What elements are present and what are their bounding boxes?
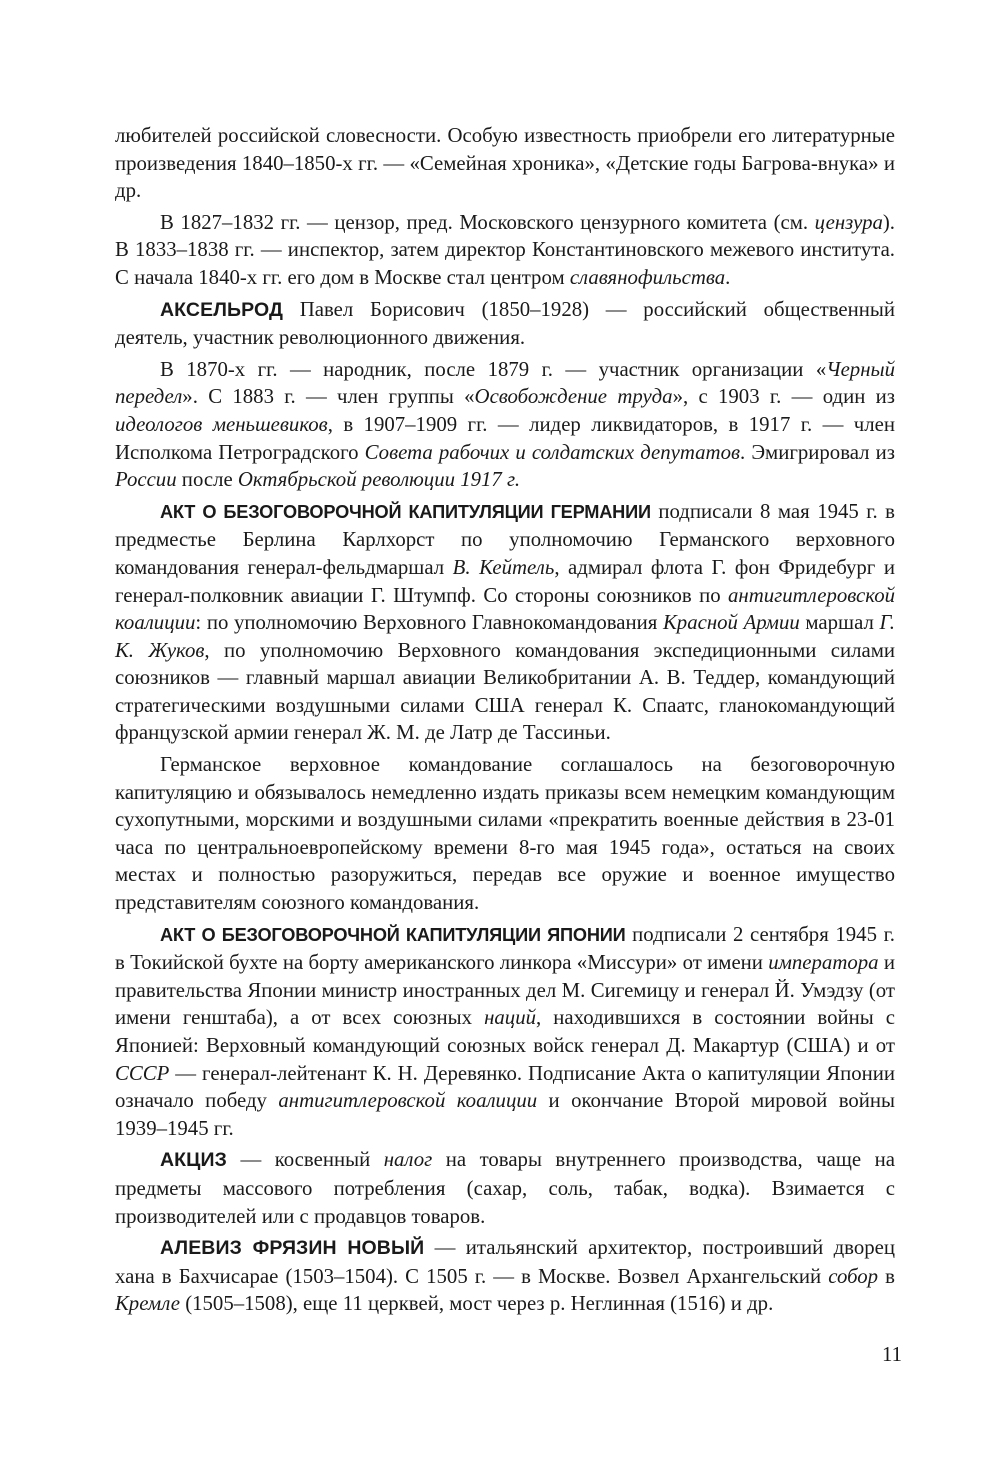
entry-text: (1505–1508), еще 11 церквей, мост через р. Неглинная (1516) и др. xyxy=(180,1292,774,1316)
cross-reference: Освобождение труда xyxy=(474,385,673,409)
cross-reference: императора xyxy=(768,951,879,975)
paragraph xyxy=(115,1146,895,1230)
entry-text: и правительства Японии министр иностранных дел М. Сигемицу и генерал Й. Умэдзу (от имени генштаба), а от всех союзных xyxy=(115,951,895,1030)
entry-text: ». С 1883 г. — член группы « xyxy=(182,385,475,409)
cross-reference: Черный передел xyxy=(115,357,895,409)
paragraph xyxy=(115,751,895,917)
entry-text: — косвенный xyxy=(226,1148,384,1172)
paragraph xyxy=(115,122,895,205)
cross-reference: налог xyxy=(383,1148,433,1172)
paragraph xyxy=(115,921,895,1143)
page-body xyxy=(115,122,895,1322)
entry-term: АКСЕЛЬРОД xyxy=(160,298,283,321)
cross-reference: идеологов меньшевиков xyxy=(115,412,328,436)
entry-text: . xyxy=(725,265,731,289)
entry-text: подписали 8 мая 1945 г. в предместье Берлина Карлхорст по уполномочию Германского верховного командования генерал-фельдмаршал xyxy=(115,499,895,579)
entry-text: В 1827–1832 гг. — цензор, пред. Московского цензурного комитета (см. xyxy=(160,210,815,234)
entry-text: : по уполномочию Верховного Главнокомандования xyxy=(195,611,663,635)
entry-text: , адмирал флота Г. фон Фридебург и генерал-полковник авиации Г. Штумпф. Со стороны союзников по xyxy=(115,555,895,607)
paragraph xyxy=(115,209,895,292)
cross-reference: наций xyxy=(484,1006,536,1030)
cross-reference: славянофильства xyxy=(569,265,726,289)
cross-reference: В. Кейтель xyxy=(452,555,555,579)
entry-text: подписали 2 сентября 1945 г. в Токийской бухте на борту американского линкора «Миссури» от имени xyxy=(115,922,895,975)
page-number: 11 xyxy=(881,1343,902,1366)
cross-reference: Совета рабочих и солдатских депутатов xyxy=(364,440,740,464)
cross-reference: СССР xyxy=(115,1061,170,1085)
cross-reference: цензура xyxy=(814,210,883,234)
entry-term: АКЦИЗ xyxy=(160,1149,227,1172)
entry-text: , по уполномочию Верховного командования экспедиционными силами союзников — главный маршал авиации Великобритании А. В. Теддер, командующий стратегическими воздушными силами США генерал К. Спаатс, гланокомандующий французской армии генерал Ж. М. де Латр де Тассиньи. xyxy=(115,638,896,745)
entry-text: маршал xyxy=(799,611,880,635)
entry-text: в xyxy=(878,1264,895,1288)
cross-reference: Кремле xyxy=(115,1292,181,1316)
entry-text: , находившихся в состоянии войны с Японией: Верховный командующий союзных войск генерал Д. Макартур (США) и от xyxy=(115,1006,895,1057)
paragraph xyxy=(115,296,895,352)
entry-text: любителей российской словесности. Особую известность приобрели его литературные произведения 1840–1850-х гг. — «Семейная хроника», «Детские годы Багрова-внука» и др. xyxy=(115,124,895,203)
entry-text: — итальянский архитектор, построивший дворец хана в Бахчисарае (1503–1504). С 1505 г. — в Москве. Возвел Архангельский xyxy=(115,1236,895,1288)
cross-reference: антигитлеровской коалиции xyxy=(115,583,895,635)
entry-text: В 1870-х гг. — народник, после 1879 г. — участник организации « xyxy=(160,357,827,381)
entry-text: на товары внутреннего производства, чаще на предметы массового потребления (сахар, соль, табак, водка). Взимается с производителей или с продавцов товаров. xyxy=(115,1148,895,1228)
entry-text: и окончание Второй мировой войны 1939–1945 гг. xyxy=(115,1089,896,1140)
cross-reference: антигитлеровской коалиции xyxy=(278,1089,538,1113)
paragraph xyxy=(115,356,895,494)
cross-reference: Г. К. Жуков xyxy=(115,611,895,662)
paragraph xyxy=(115,498,895,747)
entry-term: АКТ О БЕЗОГОВОРОЧНОЙ КАПИТУЛЯЦИИ ГЕРМАНИИ xyxy=(160,501,651,522)
paragraph xyxy=(115,1234,895,1318)
cross-reference: Октябрьской революции 1917 г. xyxy=(237,468,521,492)
cross-reference: России xyxy=(115,468,177,492)
entry-text: Германское верховное командование соглашалось на безоговорочную капитуляцию и обязывалось немедленно издать приказы всем немецким командующим сухопутными, морскими и воздушными силами «прекратить военные действия в 23-01 часа по центральноевропейскому времени 8-го мая 1945 года», остаться на своих местах и полностью разоружиться, передав все оружие и военное имущество представителям союзного командования. xyxy=(115,753,895,915)
entry-text: — генерал-лейтенант К. Н. Деревянко. Подписание Акта о капитуляции Японии означало победу xyxy=(115,1061,895,1113)
entry-text: », с 1903 г. — один из xyxy=(672,385,895,409)
entry-text: . Эмигрировал из xyxy=(740,440,896,464)
entry-text: ). В 1833–1838 гг. — инспектор, затем директор Константиновского межевого института. С начала 1840-х гг. его дом в Москве стал центром xyxy=(115,210,895,289)
entry-text: после xyxy=(176,468,238,492)
entry-term: АКТ О БЕЗОГОВОРОЧНОЙ КАПИТУЛЯЦИИ ЯПОНИИ xyxy=(160,924,626,945)
entry-text: , в 1907–1909 гг. — лидер ликвидаторов, в 1917 г. — член Исполкома Петроградского xyxy=(115,412,895,464)
entry-text: Павел Борисович (1850–1928) — российский общественный деятель, участник революционного движения. xyxy=(115,297,895,350)
cross-reference: собор xyxy=(828,1264,879,1288)
entry-term: АЛЕВИЗ ФРЯЗИН НОВЫЙ xyxy=(160,1237,425,1260)
cross-reference: Красной Армии xyxy=(663,611,800,635)
